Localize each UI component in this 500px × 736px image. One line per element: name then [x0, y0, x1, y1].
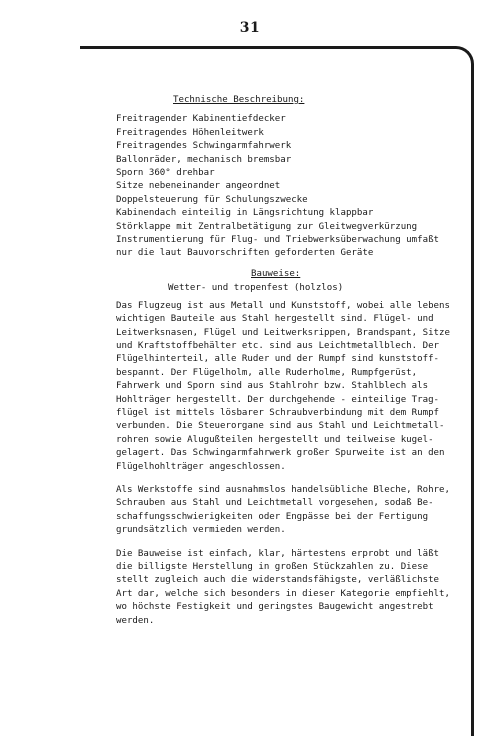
body-paragraph — [116, 484, 468, 538]
spec-item: Freitragender Kabinentiefdecker — [116, 114, 286, 125]
spec-item: Freitragendes Höhenleitwerk — [116, 127, 264, 138]
paragraph-line: verbunden. Die Steuerorgane sind aus Stahl und Leichtmetall- — [116, 421, 445, 432]
document-body — [116, 94, 468, 638]
paragraph-line: bespannt. Der Flügelholm, alle Ruderholme, Rumpfgerüst, — [116, 367, 418, 378]
paragraph-line: gelagert. Das Schwingarmfahrwerk großer Spurweite ist an den — [116, 448, 445, 459]
spec-item: Störklappe mit Zentralbetätigung zur Gleitwegverkürzung — [116, 221, 418, 232]
body-paragraph — [116, 300, 468, 474]
paragraph-line: schaffungsschwierigkeiten oder Engpässe bei der Fertigung — [116, 511, 429, 522]
paragraph-line: die billigste Herstellung in großen Stückzahlen zu. Diese — [116, 562, 429, 572]
paragraph-line: stellt zugleich auch die widerstandsfähigste, verläßlichste — [116, 575, 440, 586]
paragraph-line: Fahrwerk und Sporn sind aus Stahlrohr bzw. Stahlblech als — [116, 381, 429, 392]
paragraph-line: wo höchste Festigkeit und geringstes Baugewicht angestrebt — [116, 602, 434, 613]
paragraph-line: und Kraftstoffbehälter etc. sind aus Leichtmetallblech. Der — [116, 340, 440, 351]
spec-item: Kabinendach einteilig in Längsrichtung klappbar — [116, 208, 374, 219]
spec-item: Instrumentierung für Flug- und Triebwerksüberwachung umfaßt — [116, 235, 440, 246]
spec-item: nur die laut Bauvorschriften geforderten Geräte — [116, 248, 374, 259]
spec-item: Ballonräder, mechanisch bremsbar — [116, 154, 292, 165]
paragraph-line: Art dar, welche sich besonders in dieser Kategorie empfiehlt, — [116, 588, 450, 599]
spec-item: Freitragendes Schwingarmfahrwerk — [116, 141, 292, 152]
paragraph-line: Das Flugzeug ist aus Metall und Kunststoff, wobei alle lebens — [116, 300, 450, 311]
construction-heading: Bauweise: — [251, 268, 301, 279]
paragraph-line: Als Werkstoffe sind ausnahmslos handelsübliche Bleche, Rohre, — [116, 484, 450, 495]
paragraph-line: Hohlträger hergestellt. Der durchgehende - einteilige Trag- — [116, 394, 440, 405]
technical-spec-list — [116, 113, 468, 260]
construction-subtitle: Wetter- und tropenfest (holzlos) — [168, 283, 344, 294]
paragraph-line: Leitwerksnasen, Flügel und Leitwerksrippen, Brandspant, Sitze — [116, 327, 450, 338]
spec-item: Sporn 360° drehbar — [116, 168, 215, 179]
paragraph-line: flügel ist mittels lösbarer Schraubverbindung mit dem Rumpf — [116, 407, 440, 418]
paragraph-line: grundsätzlich vermieden werden. — [116, 525, 286, 536]
technical-description-heading: Technische Beschreibung: — [173, 95, 305, 105]
spec-item: Doppelsteuerung für Schulungszwecke — [116, 194, 308, 205]
body-paragraph — [116, 548, 468, 628]
paragraph-line: Flügelhinterteil, alle Ruder und der Rumpf sind kunststoff- — [116, 354, 440, 365]
paragraph-line: Die Bauweise ist einfach, klar, härtestens erprobt und läßt — [116, 548, 440, 559]
construction-paragraphs — [116, 300, 468, 628]
paragraph-line: wichtigen Bauteile aus Stahl hergestellt sind. Flügel- und — [116, 314, 434, 325]
paragraph-line: werden. — [116, 615, 155, 626]
paragraph-line: rohren sowie Alugußteilen hergestellt und teilweise kugel- — [116, 434, 434, 445]
spec-item: Sitze nebeneinander angeordnet — [116, 181, 281, 192]
page-number: 31 — [239, 20, 261, 36]
paragraph-line: Flügelhohlträger angeschlossen. — [116, 461, 286, 472]
paragraph-line: Schrauben aus Stahl und Leichtmetall vorgesehen, sodaß Be- — [116, 498, 434, 509]
